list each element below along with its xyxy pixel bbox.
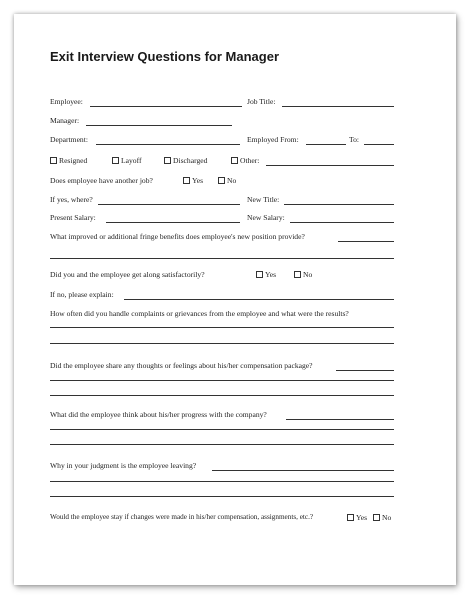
progress-answer-line-1[interactable] xyxy=(50,429,394,430)
layoff-option[interactable]: Layoff xyxy=(112,156,142,165)
row-another-job xyxy=(50,176,394,188)
leaving-question: Why in your judgment is the employee leaving? xyxy=(50,461,197,470)
row-progress xyxy=(50,410,394,422)
row-fringe xyxy=(50,232,394,244)
compensation-answer-line-2[interactable] xyxy=(50,395,394,396)
employee-field[interactable] xyxy=(90,106,242,107)
new-title-label: New Title: xyxy=(247,195,280,204)
manager-field[interactable] xyxy=(86,125,232,126)
resigned-option[interactable]: Resigned xyxy=(50,156,87,165)
department-field[interactable] xyxy=(96,144,240,145)
fringe-field[interactable] xyxy=(338,241,394,242)
to-label: To: xyxy=(349,135,360,144)
fringe-answer-line[interactable] xyxy=(50,258,394,259)
resigned-checkbox[interactable] xyxy=(50,157,57,164)
grievances-answer-line-1[interactable] xyxy=(50,327,394,328)
row-stay xyxy=(50,513,394,525)
row-grievances xyxy=(50,309,394,321)
another-job-no-checkbox[interactable] xyxy=(218,177,225,184)
progress-question: What did the employee think about his/her progress with the company? xyxy=(50,410,267,419)
row-where xyxy=(50,195,394,207)
page-title: Exit Interview Questions for Manager xyxy=(50,49,279,64)
leaving-answer-line-1[interactable] xyxy=(50,481,394,482)
where-label: If yes, where? xyxy=(50,195,93,204)
present-salary-label: Present Salary: xyxy=(50,213,96,222)
where-field[interactable] xyxy=(98,204,240,205)
manager-label: Manager: xyxy=(50,116,80,125)
another-job-yes-checkbox[interactable] xyxy=(183,177,190,184)
get-along-yes-checkbox[interactable] xyxy=(256,271,263,278)
get-along-yes[interactable]: Yes xyxy=(256,270,276,279)
row-department xyxy=(50,135,394,147)
row-compensation xyxy=(50,361,394,373)
stay-yes[interactable]: Yes xyxy=(347,513,367,522)
to-field[interactable] xyxy=(364,144,394,145)
employed-from-label: Employed From: xyxy=(247,135,299,144)
stay-yes-checkbox[interactable] xyxy=(347,514,354,521)
stay-question: Would the employee stay if changes were made in his/her compensation, assignments, etc.? xyxy=(50,513,314,521)
discharged-checkbox[interactable] xyxy=(164,157,171,164)
another-job-no[interactable]: No xyxy=(218,176,236,185)
row-salary xyxy=(50,213,394,225)
row-explain xyxy=(50,290,394,302)
another-job-question: Does employee have another job? xyxy=(50,176,153,185)
leaving-field[interactable] xyxy=(212,470,394,471)
compensation-field[interactable] xyxy=(336,370,394,371)
compensation-answer-line-1[interactable] xyxy=(50,380,394,381)
new-salary-label: New Salary: xyxy=(247,213,285,222)
explain-field[interactable] xyxy=(124,299,394,300)
leaving-answer-line-2[interactable] xyxy=(50,496,394,497)
grievances-answer-line-2[interactable] xyxy=(50,343,394,344)
row-employee xyxy=(50,97,394,109)
row-get-along xyxy=(50,270,394,282)
other-option[interactable]: Other: xyxy=(231,156,259,165)
compensation-question: Did the employee share any thoughts or feelings about his/her compensation package? xyxy=(50,361,313,370)
get-along-question: Did you and the employee get along satisfactorily? xyxy=(50,270,205,279)
layoff-checkbox[interactable] xyxy=(112,157,119,164)
grievances-question: How often did you handle complaints or grievances from the employee and what were the results? xyxy=(50,309,349,318)
stay-no[interactable]: No xyxy=(373,513,391,522)
row-manager xyxy=(50,116,394,128)
present-salary-field[interactable] xyxy=(106,222,240,223)
new-title-field[interactable] xyxy=(284,204,394,205)
department-label: Department: xyxy=(50,135,88,144)
get-along-no[interactable]: No xyxy=(294,270,312,279)
row-leaving xyxy=(50,461,394,473)
progress-field[interactable] xyxy=(286,419,394,420)
job-title-field[interactable] xyxy=(282,106,394,107)
employee-label: Employee: xyxy=(50,97,83,106)
explain-label: If no, please explain: xyxy=(50,290,114,299)
another-job-yes[interactable]: Yes xyxy=(183,176,203,185)
row-reasons xyxy=(50,156,394,168)
progress-answer-line-2[interactable] xyxy=(50,444,394,445)
employed-from-field[interactable] xyxy=(306,144,346,145)
job-title-label: Job Title: xyxy=(247,97,276,106)
new-salary-field[interactable] xyxy=(290,222,394,223)
fringe-question: What improved or additional fringe benefits does employee's new position provide? xyxy=(50,232,305,241)
discharged-option[interactable]: Discharged xyxy=(164,156,207,165)
stay-no-checkbox[interactable] xyxy=(373,514,380,521)
other-checkbox[interactable] xyxy=(231,157,238,164)
other-field[interactable] xyxy=(266,165,394,166)
get-along-no-checkbox[interactable] xyxy=(294,271,301,278)
